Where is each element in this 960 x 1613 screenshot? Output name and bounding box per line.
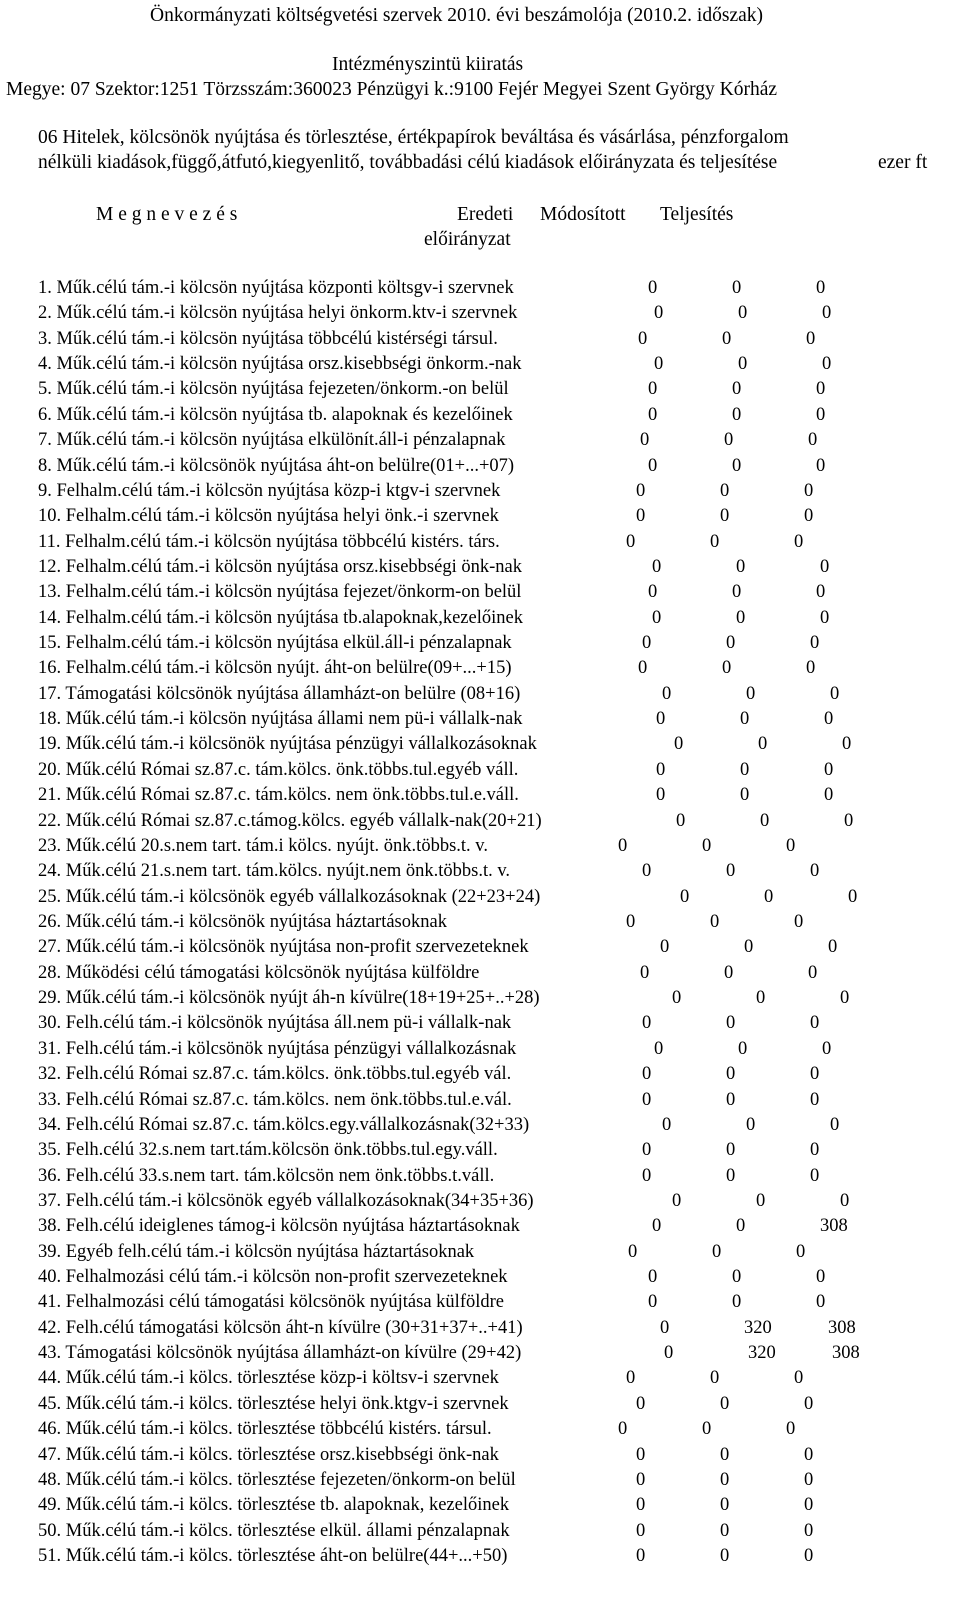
original-value: 0 (636, 1520, 646, 1541)
actual-value: 0 (822, 1038, 832, 1059)
row-label: 19. Műk.célú tám.-i kölcsönök nyújtása pénzügyi vállalkozásoknak (38, 734, 537, 755)
modified-value: 0 (732, 379, 742, 400)
modified-value: 0 (744, 937, 754, 958)
row-values (648, 380, 856, 399)
modified-value: 0 (736, 1216, 746, 1237)
row-label: 43. Támogatási kölcsönök nyújtása államházt-on kívülre (29+42) (38, 1343, 522, 1364)
actual-value: 0 (830, 683, 840, 704)
actual-value: 0 (804, 1444, 814, 1465)
actual-value: 0 (840, 988, 850, 1009)
column-header-actual: Teljesítés (660, 204, 734, 225)
modified-value: 0 (710, 531, 720, 552)
actual-value: 0 (806, 658, 816, 679)
actual-value: 0 (804, 506, 814, 527)
row-values (642, 634, 850, 653)
row-label: 36. Felh.célú 33.s.nem tart. tám.kölcsön nem önk.többs.t.váll. (38, 1165, 495, 1186)
row-values (626, 913, 834, 932)
modified-value: 0 (740, 709, 750, 730)
row-label: 33. Felh.célú Római sz.87.c. tám.kölcs. nem önk.többs.tul.e.vál. (38, 1089, 512, 1110)
modified-value: 0 (720, 1469, 730, 1490)
row-label: 20. Műk.célú Római sz.87.c. tám.kölcs. önk.többs.tul.egyéb váll. (38, 759, 519, 780)
original-value: 0 (662, 1114, 672, 1135)
row-values (636, 1446, 844, 1465)
modified-value: 0 (720, 506, 730, 527)
row-label: 5. Műk.célú tám.-i kölcsön nyújtása fejezeten/önkorm.-on belül (38, 379, 509, 400)
row-values (642, 1091, 850, 1110)
row-label: 46. Műk.célú tám.-i kölcs. törlesztése többcélú kistérs. társul. (38, 1419, 492, 1440)
row-values (636, 1471, 844, 1490)
row-label: 44. Műk.célú tám.-i kölcs. törlesztése közp-i költsv-i szervnek (38, 1368, 499, 1389)
row-label: 15. Felhalm.célú tám.-i kölcsön nyújtása elkül.áll-i pénzalapnak (38, 633, 512, 654)
actual-value: 0 (842, 734, 852, 755)
report-subtitle: Intézményszintü kiiratás (332, 54, 524, 75)
row-values (664, 1344, 872, 1363)
modified-value: 320 (744, 1317, 772, 1338)
row-values (674, 735, 882, 754)
actual-value: 0 (824, 759, 834, 780)
row-values (636, 507, 844, 526)
original-value: 0 (660, 1317, 670, 1338)
modified-value: 0 (726, 1013, 736, 1034)
actual-value: 0 (810, 1140, 820, 1161)
modified-value: 0 (722, 328, 732, 349)
row-values (648, 1268, 856, 1287)
modified-value: 0 (722, 658, 732, 679)
actual-value: 0 (810, 1089, 820, 1110)
row-values (638, 330, 846, 349)
original-value: 0 (642, 1140, 652, 1161)
original-value: 0 (648, 379, 658, 400)
row-label: 16. Felhalm.célú tám.-i kölcsön nyújt. áht-on belülre(09+...+15) (38, 658, 512, 679)
actual-value: 0 (794, 912, 804, 932)
original-value: 0 (664, 1343, 674, 1364)
actual-value: 0 (804, 1495, 814, 1516)
row-values (636, 1522, 844, 1541)
row-values (642, 1141, 850, 1160)
row-label: 4. Műk.célú tám.-i kölcsön nyújtása orsz.kisebbségi önkorm.-nak (38, 354, 522, 375)
modified-value: 0 (732, 455, 742, 476)
original-value: 0 (640, 430, 650, 451)
modified-value: 0 (726, 1064, 736, 1085)
row-values (642, 1167, 850, 1186)
original-value: 0 (636, 1444, 646, 1465)
modified-value: 0 (726, 861, 736, 882)
original-value: 0 (660, 937, 670, 958)
row-values (626, 533, 834, 552)
actual-value: 0 (808, 962, 818, 983)
unit-label: ezer ft (878, 152, 928, 173)
row-values (642, 1065, 850, 1084)
original-value: 0 (652, 607, 662, 628)
actual-value: 0 (794, 531, 804, 552)
row-label: 2. Műk.célú tám.-i kölcsön nyújtása helyi önkorm.ktv-i szervnek (38, 303, 518, 324)
actual-value: 0 (808, 430, 818, 451)
column-header-original: Eredeti (457, 204, 514, 225)
original-value: 0 (636, 1495, 646, 1516)
row-label: 37. Felh.célú tám.-i kölcsönök egyéb vállalkozásoknak(34+35+36) (38, 1190, 534, 1211)
modified-value: 0 (702, 1419, 712, 1440)
original-value: 0 (640, 962, 650, 983)
actual-value: 0 (794, 1368, 804, 1389)
original-value: 0 (648, 1267, 658, 1288)
row-label: 7. Műk.célú tám.-i kölcsön nyújtása elkülönít.áll-i pénzalapnak (38, 430, 506, 451)
column-header-name: M e g n e v e z é s (96, 204, 238, 225)
actual-value: 0 (804, 1546, 814, 1566)
row-label: 30. Felh.célú tám.-i kölcsönök nyújtása áll.nem pü-i vállalk-nak (38, 1013, 512, 1034)
modified-value: 0 (702, 835, 712, 856)
original-value: 0 (636, 506, 646, 527)
original-value: 0 (618, 1419, 628, 1440)
actual-value: 0 (816, 278, 826, 298)
row-label: 31. Felh.célú tám.-i kölcsönök nyújtása pénzügyi vállalkozásnak (38, 1038, 517, 1059)
modified-value: 0 (756, 1190, 766, 1211)
modified-value: 0 (710, 912, 720, 932)
original-value: 0 (642, 1165, 652, 1186)
modified-value: 0 (720, 1444, 730, 1465)
modified-value: 0 (732, 582, 742, 603)
row-values (672, 1192, 880, 1211)
modified-value: 0 (732, 1267, 742, 1288)
row-values (636, 1496, 844, 1515)
actual-value: 0 (810, 1013, 820, 1034)
modified-value: 0 (764, 886, 774, 907)
row-label: 11. Felhalm.célú tám.-i kölcsön nyújtása többcélú kistérs. társ. (38, 531, 500, 552)
original-value: 0 (628, 1241, 638, 1262)
section-title-line2: nélküli kiadások,függő,átfutó,kiegyenlitő, továbbadási célú kiadások előirányzata és teljesítése (38, 152, 778, 173)
original-value: 0 (636, 1393, 646, 1414)
row-label: 49. Műk.célú tám.-i kölcs. törlesztése tb. alapoknak, kezelőinek (38, 1495, 510, 1516)
row-values (656, 761, 864, 780)
actual-value: 0 (824, 709, 834, 730)
modified-value: 0 (738, 354, 748, 375)
row-values (648, 279, 856, 298)
original-value: 0 (676, 810, 686, 831)
actual-value: 0 (786, 835, 796, 856)
actual-value: 0 (822, 354, 832, 375)
row-label: 8. Műk.célú tám.-i kölcsönök nyújtása áht-on belülre(01+...+07) (38, 455, 515, 476)
row-label: 38. Felh.célú ideiglenes támog-i kölcsön nyújtása háztartásoknak (38, 1216, 520, 1237)
row-label: 10. Felhalm.célú tám.-i kölcsön nyújtása helyi önk.-i szervnek (38, 506, 499, 527)
actual-value: 0 (824, 785, 834, 806)
row-values (626, 1369, 834, 1388)
original-value: 0 (656, 785, 666, 806)
actual-value: 0 (810, 1064, 820, 1085)
row-values (656, 786, 864, 805)
modified-value: 0 (732, 404, 742, 425)
original-value: 0 (674, 734, 684, 755)
row-label: 23. Műk.célú 20.s.nem tart. tám.i kölcs. nyújt. önk.többs.t. v. (38, 835, 488, 856)
row-values (652, 609, 860, 628)
actual-value: 308 (828, 1317, 856, 1338)
row-label: 27. Műk.célú tám.-i kölcsönök nyújtása non-profit szervezeteknek (38, 937, 529, 958)
row-values (636, 1395, 844, 1414)
row-values (660, 938, 868, 957)
original-value: 0 (626, 912, 636, 932)
modified-value: 0 (720, 1495, 730, 1516)
row-label: 13. Felhalm.célú tám.-i kölcsön nyújtása fejezet/önkorm-on belül (38, 582, 522, 603)
actual-value: 0 (816, 582, 826, 603)
row-values (662, 685, 870, 704)
modified-value: 0 (724, 430, 734, 451)
actual-value: 0 (822, 303, 832, 324)
row-label: 45. Műk.célú tám.-i kölcs. törlesztése helyi önk.ktgv-i szervnek (38, 1393, 509, 1414)
row-label: 51. Műk.célú tám.-i kölcs. törlesztése áht-on belülre(44+...+50) (38, 1546, 508, 1566)
actual-value: 0 (810, 861, 820, 882)
actual-value: 0 (844, 810, 854, 831)
actual-value: 0 (804, 1520, 814, 1541)
original-value: 0 (654, 354, 664, 375)
actual-value: 0 (820, 607, 830, 628)
original-value: 0 (648, 1292, 658, 1313)
actual-value: 0 (816, 455, 826, 476)
original-value: 0 (618, 835, 628, 856)
row-values (656, 710, 864, 729)
original-value: 0 (636, 1469, 646, 1490)
modified-value: 0 (736, 607, 746, 628)
row-values (652, 558, 860, 577)
modified-value: 0 (746, 683, 756, 704)
original-value: 0 (654, 1038, 664, 1059)
row-values (662, 1116, 870, 1135)
column-header-original-sub: előirányzat (424, 229, 511, 250)
actual-value: 0 (848, 886, 858, 907)
modified-value: 0 (740, 759, 750, 780)
row-values (640, 964, 848, 983)
actual-value: 0 (816, 404, 826, 425)
row-label: 14. Felhalm.célú tám.-i kölcsön nyújtása tb.alapoknak,kezelőinek (38, 607, 523, 628)
row-values (652, 1217, 860, 1236)
original-value: 0 (648, 455, 658, 476)
original-value: 0 (648, 404, 658, 425)
row-label: 42. Felh.célú támogatási kölcsön áht-n kívülre (30+31+37+..+41) (38, 1317, 523, 1338)
modified-value: 0 (760, 810, 770, 831)
modified-value: 0 (720, 1393, 730, 1414)
modified-value: 0 (720, 480, 730, 501)
original-value: 0 (626, 1368, 636, 1389)
row-label: 50. Műk.célú tám.-i kölcs. törlesztése elkül. állami pénzalapnak (38, 1520, 510, 1541)
row-values (654, 1040, 862, 1059)
report-meta: Megye: 07 Szektor:1251 Törzsszám:360023 Pénzügyi k.:9100 Fejér Megyei Szent György Kórház (6, 79, 778, 100)
row-values (636, 1547, 844, 1566)
modified-value: 0 (726, 1165, 736, 1186)
original-value: 0 (636, 480, 646, 501)
row-values (676, 812, 884, 831)
row-label: 35. Felh.célú 32.s.nem tart.tám.kölcsön önk.többs.tul.egy.váll. (38, 1140, 498, 1161)
modified-value: 0 (756, 988, 766, 1009)
row-values (638, 659, 846, 678)
report-title: Önkormányzati költségvetési szervek 2010. évi beszámolója (2010.2. időszak) (150, 5, 763, 26)
row-label: 40. Felhalmozási célú tám.-i kölcsön non-profit szervezeteknek (38, 1267, 508, 1288)
original-value: 0 (652, 1216, 662, 1237)
row-label: 25. Műk.célú tám.-i kölcsönök egyéb vállalkozásoknak (22+23+24) (38, 886, 541, 907)
row-label: 3. Műk.célú tám.-i kölcsön nyújtása többcélú kistérségi társul. (38, 328, 498, 349)
modified-value: 0 (740, 785, 750, 806)
original-value: 0 (656, 759, 666, 780)
original-value: 0 (648, 582, 658, 603)
modified-value: 0 (726, 1140, 736, 1161)
actual-value: 0 (806, 328, 816, 349)
modified-value: 0 (724, 962, 734, 983)
row-label: 21. Műk.célú Római sz.87.c. tám.kölcs. nem önk.többs.tul.e.váll. (38, 785, 519, 806)
modified-value: 0 (732, 278, 742, 298)
original-value: 0 (656, 709, 666, 730)
actual-value: 0 (804, 1393, 814, 1414)
actual-value: 0 (820, 556, 830, 577)
actual-value: 0 (816, 379, 826, 400)
original-value: 0 (652, 556, 662, 577)
row-label: 47. Műk.célú tám.-i kölcs. törlesztése orsz.kisebbségi önk-nak (38, 1444, 499, 1465)
modified-value: 320 (748, 1343, 776, 1364)
row-label: 6. Műk.célú tám.-i kölcsön nyújtása tb. alapoknak és kezelőinek (38, 404, 513, 425)
actual-value: 0 (830, 1114, 840, 1135)
row-values (642, 862, 850, 881)
row-values (618, 837, 826, 856)
actual-value: 0 (810, 1165, 820, 1186)
row-values (648, 1293, 856, 1312)
modified-value: 0 (726, 633, 736, 654)
original-value: 0 (638, 328, 648, 349)
actual-value: 0 (828, 937, 838, 958)
actual-value: 0 (840, 1190, 850, 1211)
actual-value: 0 (810, 633, 820, 654)
row-values (636, 482, 844, 501)
row-label: 26. Műk.célú tám.-i kölcsönök nyújtása háztartásoknak (38, 912, 447, 932)
modified-value: 0 (710, 1368, 720, 1389)
row-label: 28. Működési célú támogatási kölcsönök nyújtása külföldre (38, 962, 480, 983)
original-value: 0 (642, 1089, 652, 1110)
modified-value: 0 (712, 1241, 722, 1262)
actual-value: 0 (786, 1419, 796, 1440)
original-value: 0 (654, 303, 664, 324)
actual-value: 0 (796, 1241, 806, 1262)
original-value: 0 (642, 861, 652, 882)
row-values (648, 406, 856, 425)
row-values (628, 1243, 836, 1262)
row-values (618, 1420, 826, 1439)
row-values (680, 888, 888, 907)
row-label: 9. Felhalm.célú tám.-i kölcsön nyújtása közp-i ktgv-i szervnek (38, 480, 501, 501)
original-value: 0 (636, 1546, 646, 1566)
row-values (648, 583, 856, 602)
row-label: 17. Támogatási kölcsönök nyújtása államházt-on belülre (08+16) (38, 683, 521, 704)
modified-value: 0 (746, 1114, 756, 1135)
modified-value: 0 (726, 1089, 736, 1110)
row-label: 24. Műk.célú 21.s.nem tart. tám.kölcs. nyújt.nem önk.többs.t. v. (38, 861, 511, 882)
actual-value: 0 (804, 480, 814, 501)
row-label: 18. Műk.célú tám.-i kölcsön nyújtása állami nem pü-i vállalk-nak (38, 709, 523, 730)
modified-value: 0 (732, 1292, 742, 1313)
modified-value: 0 (738, 303, 748, 324)
actual-value: 308 (832, 1343, 860, 1364)
row-label: 12. Felhalm.célú tám.-i kölcsön nyújtása orsz.kisebbségi önk-nak (38, 556, 522, 577)
row-label: 29. Műk.célú tám.-i kölcsönök nyújt áh-n kívülre(18+19+25+..+28) (38, 988, 540, 1009)
row-values (654, 355, 862, 374)
modified-value: 0 (720, 1546, 730, 1566)
actual-value: 0 (816, 1292, 826, 1313)
original-value: 0 (662, 683, 672, 704)
original-value: 0 (672, 988, 682, 1009)
original-value: 0 (642, 1013, 652, 1034)
original-value: 0 (672, 1190, 682, 1211)
actual-value: 308 (820, 1216, 848, 1237)
original-value: 0 (626, 531, 636, 552)
row-values (654, 304, 862, 323)
row-values (660, 1319, 868, 1338)
original-value: 0 (642, 633, 652, 654)
row-values (642, 1014, 850, 1033)
modified-value: 0 (738, 1038, 748, 1059)
row-label: 22. Műk.célú Római sz.87.c.támog.kölcs. egyéb vállalk-nak(20+21) (38, 810, 542, 831)
modified-value: 0 (720, 1520, 730, 1541)
column-header-modified: Módosított (540, 204, 626, 225)
row-values (648, 457, 856, 476)
modified-value: 0 (758, 734, 768, 755)
original-value: 0 (638, 658, 648, 679)
original-value: 0 (680, 886, 690, 907)
row-label: 32. Felh.célú Római sz.87.c. tám.kölcs. önk.többs.tul.egyéb vál. (38, 1064, 512, 1085)
actual-value: 0 (804, 1469, 814, 1490)
row-label: 1. Műk.célú tám.-i kölcsön nyújtása központi költsgv-i szervnek (38, 278, 514, 298)
original-value: 0 (648, 278, 658, 298)
row-label: 48. Műk.célú tám.-i kölcs. törlesztése fejezeten/önkorm-on belül (38, 1469, 516, 1490)
modified-value: 0 (736, 556, 746, 577)
row-label: 39. Egyéb felh.célú tám.-i kölcsön nyújtása háztartásoknak (38, 1241, 475, 1262)
section-title-line1: 06 Hitelek, kölcsönök nyújtása és törlesztése, értékpapírok beváltása és vásárlása, pénzforgalom (38, 127, 789, 148)
row-values (672, 989, 880, 1008)
row-values (640, 431, 848, 450)
row-label: 34. Felh.célú Római sz.87.c. tám.kölcs.egy.vállalkozásnak(32+33) (38, 1114, 530, 1135)
row-label: 41. Felhalmozási célú támogatási kölcsönök nyújtása külföldre (38, 1292, 504, 1313)
actual-value: 0 (816, 1267, 826, 1288)
original-value: 0 (642, 1064, 652, 1085)
